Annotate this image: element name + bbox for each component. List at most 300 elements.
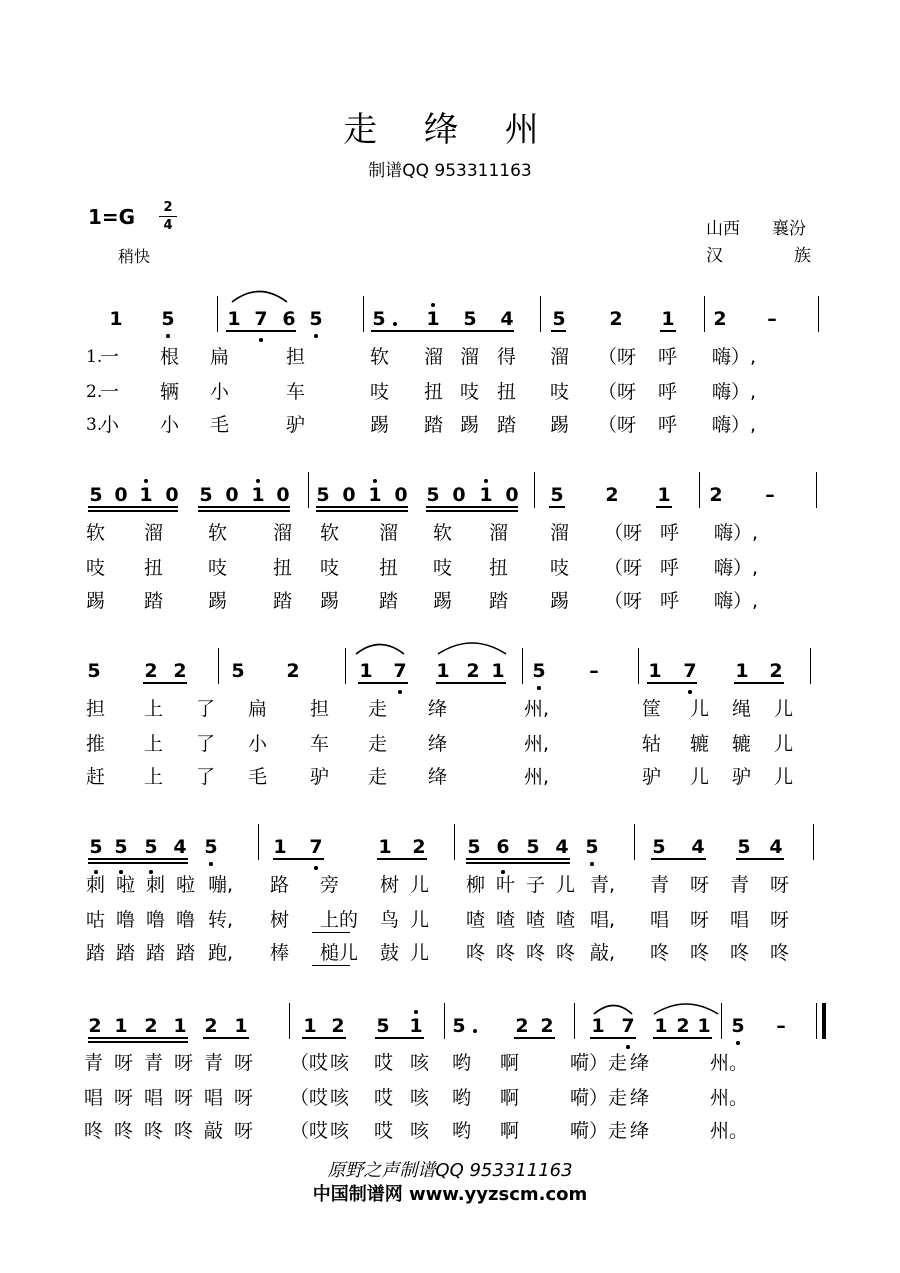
lyric-syllable: 嗨）, — [714, 522, 759, 544]
note: 5 — [552, 308, 566, 330]
note: 5 — [731, 1015, 745, 1037]
lyric-syllable: 溜 — [424, 346, 444, 368]
lyric-syllable: 走 — [368, 733, 388, 755]
note: 5 — [114, 836, 128, 858]
lyric-syllable: 唱, — [590, 909, 616, 931]
note: 1 — [227, 308, 241, 330]
slur — [356, 645, 404, 655]
lyric-syllable: 哟 — [452, 1120, 472, 1142]
lyric-syllable: 儿 — [690, 766, 710, 788]
time-signature-bottom: 4 — [163, 218, 173, 233]
note: 7 — [621, 1015, 635, 1037]
note: 1 — [491, 660, 505, 682]
lyric-syllable: 轱 — [642, 733, 662, 755]
note: 1 — [479, 484, 493, 506]
note-octave-dot-below — [314, 334, 318, 338]
lyric-syllable: 棒 — [270, 942, 290, 964]
rest-dash: – — [765, 484, 775, 506]
note: 1 — [109, 308, 123, 330]
lyric-syllable: 青 — [84, 1052, 104, 1074]
beam-underline — [143, 682, 187, 684]
lyric-syllable: 上 — [144, 733, 164, 755]
lyric-syllable: 嗬）走 — [570, 1120, 628, 1142]
lyric-syllable: 喳 — [466, 909, 486, 931]
origin-ethnic-b: 族 — [794, 246, 811, 266]
lyric-syllable: （呀 — [604, 590, 643, 612]
lyric-syllable: 踢 — [208, 590, 228, 612]
lyric-syllable: 筐 — [642, 698, 662, 720]
note-octave-dot-below — [149, 870, 153, 874]
note-octave-dot-below — [166, 334, 170, 338]
lyric-syllable: 毛 — [248, 766, 268, 788]
lyric-syllable: 踏 — [86, 942, 106, 964]
lyric-syllable: 踢 — [320, 590, 340, 612]
note: 1 — [303, 1015, 317, 1037]
beam-underline — [734, 682, 784, 684]
beam-underline — [273, 858, 324, 860]
lyric-syllable: 叶 — [496, 874, 516, 896]
note: 2 — [144, 1015, 158, 1037]
lyric-syllable: 绛 — [630, 1087, 650, 1109]
lyric-syllable: 柳 — [466, 874, 486, 896]
lyric-syllable: 噜 — [146, 909, 166, 931]
lyric-syllable: 小 — [160, 414, 180, 436]
note: 5 — [526, 836, 540, 858]
note: 5 — [144, 836, 158, 858]
lyric-syllable: 扭 — [424, 381, 444, 403]
note: 1 — [654, 1015, 668, 1037]
slur — [594, 1006, 632, 1015]
lyric-syllable: （哎 — [290, 1120, 329, 1142]
slur — [654, 1004, 718, 1014]
note-octave-dot-above — [414, 1010, 418, 1014]
lyric-syllable: 唱 — [204, 1087, 224, 1109]
beam-underline — [377, 858, 427, 860]
note: 1 — [436, 660, 450, 682]
origin-region-b: 襄汾 — [772, 219, 806, 239]
origin-ethnic-a: 汉 — [706, 246, 723, 266]
lyric-group-underline — [312, 965, 350, 966]
lyric-syllable: 咚 — [730, 942, 750, 964]
lyric-syllable: 呀 — [690, 909, 710, 931]
lyric-syllable: 溜 — [273, 522, 293, 544]
lyric-syllable: 绳 — [732, 698, 752, 720]
lyric-syllable: 踢 — [86, 590, 106, 612]
note-octave-dot-above — [431, 303, 435, 307]
lyric-syllable: 辘 — [690, 733, 710, 755]
lyric-syllable: 嗨）, — [712, 381, 757, 403]
note: 0 — [165, 484, 179, 506]
lyric-syllable: 驴 — [310, 766, 330, 788]
barline — [818, 296, 819, 332]
note: 0 — [505, 484, 519, 506]
lyric-group-underline — [312, 932, 350, 933]
lyric-syllable: 踏 — [497, 414, 517, 436]
note: 2 — [609, 308, 623, 330]
note-octave-dot-above — [144, 479, 148, 483]
lyric-syllable: 咚 — [466, 942, 486, 964]
lyric-syllable: 吱 — [550, 381, 570, 403]
lyric-syllable: 咚 — [650, 942, 670, 964]
lyric-syllable: 咚 — [556, 942, 576, 964]
note: 0 — [452, 484, 466, 506]
lyric-syllable: 嗬）走 — [570, 1087, 628, 1109]
note: 6 — [496, 836, 510, 858]
lyric-syllable: 踢 — [550, 590, 570, 612]
note: 2 — [412, 836, 426, 858]
note-octave-dot-below — [590, 862, 594, 866]
beam-underline — [302, 1037, 346, 1039]
lyric-syllable: 呀 — [234, 1052, 254, 1074]
lyric-syllable: 踏 — [273, 590, 293, 612]
lyric-syllable: 了 — [196, 733, 216, 755]
beam-underline — [88, 1041, 188, 1043]
lyric-syllable: 树 — [270, 909, 290, 931]
note: 2 — [286, 660, 300, 682]
lyric-syllable: 儿 — [774, 733, 794, 755]
barline — [638, 648, 639, 684]
lyric-syllable: 吱 — [433, 557, 453, 579]
note: 5 — [231, 660, 245, 682]
note: 1 — [657, 484, 671, 506]
lyric-syllable: 赶 — [86, 766, 106, 788]
lyric-syllable: 儿 — [556, 874, 576, 896]
lyric-syllable: 小 — [210, 381, 230, 403]
barline — [634, 824, 635, 860]
note: 5 — [199, 484, 213, 506]
note-octave-dot-below — [688, 690, 692, 694]
note: 4 — [500, 308, 514, 330]
lyric-syllable: 喳 — [496, 909, 516, 931]
augmentation-dot — [472, 1029, 478, 1033]
note: 1 — [359, 660, 373, 682]
lyric-syllable: 一 — [100, 381, 120, 403]
note: 1 — [114, 1015, 128, 1037]
note: 1 — [234, 1015, 248, 1037]
footer-credit: 原野之声制谱QQ 953311163 — [327, 1160, 573, 1181]
lyric-syllable: 呀 — [174, 1087, 194, 1109]
note: 5 — [426, 484, 440, 506]
verse-number: 3. — [86, 415, 103, 435]
beam-underline — [198, 510, 290, 512]
lyric-syllable: 咳 — [330, 1087, 350, 1109]
note: 0 — [225, 484, 239, 506]
note: 2 — [769, 660, 783, 682]
lyric-syllable: 呼 — [660, 557, 680, 579]
note-octave-dot-below — [209, 862, 213, 866]
lyric-syllable: 嗨）, — [714, 590, 759, 612]
verse-number: 2. — [86, 382, 103, 402]
beam-underline — [651, 858, 706, 860]
note: 1 — [426, 308, 440, 330]
lyric-syllable: 州, — [524, 766, 550, 788]
lyric-syllable: 青, — [590, 874, 616, 896]
lyric-syllable: 担 — [86, 698, 106, 720]
lyric-syllable: 嗨）, — [714, 557, 759, 579]
slur — [232, 292, 287, 303]
lyric-syllable: 呀 — [234, 1120, 254, 1142]
lyric-syllable: 儿 — [410, 874, 430, 896]
note: 2 — [709, 484, 723, 506]
lyric-syllable: 咚 — [526, 942, 546, 964]
lyric-syllable: 呀 — [114, 1052, 134, 1074]
song-title: 走 绛 州 — [343, 110, 557, 150]
note: 2 — [676, 1015, 690, 1037]
lyric-syllable: 驴 — [642, 766, 662, 788]
lyric-syllable: 根 — [160, 346, 180, 368]
note: 2 — [466, 660, 480, 682]
note: 2 — [88, 1015, 102, 1037]
lyric-syllable: 噜 — [116, 909, 136, 931]
lyric-syllable: （呀 — [598, 414, 637, 436]
lyric-syllable: 咳 — [410, 1087, 430, 1109]
lyric-syllable: 鼓 — [380, 942, 400, 964]
lyric-syllable: 唱 — [144, 1087, 164, 1109]
lyric-syllable: （哎 — [290, 1087, 329, 1109]
beam-underline — [88, 506, 178, 508]
note: 5 — [87, 660, 101, 682]
lyric-syllable: 扭 — [489, 557, 509, 579]
note: 1 — [251, 484, 265, 506]
lyric-syllable: 州。 — [710, 1087, 749, 1109]
lyric-syllable: 转, — [208, 909, 234, 931]
lyric-syllable: 绛 — [428, 766, 448, 788]
lyric-syllable: 啊 — [500, 1120, 520, 1142]
note: 5 — [316, 484, 330, 506]
note-octave-dot-below — [94, 870, 98, 874]
barline — [810, 648, 811, 684]
lyric-syllable: 毛 — [210, 414, 230, 436]
lyric-syllable: 呀 — [770, 874, 790, 896]
lyric-syllable: 扭 — [497, 381, 517, 403]
rest-dash: – — [776, 1015, 786, 1037]
beam-underline — [426, 510, 518, 512]
lyric-syllable: 咳 — [330, 1052, 350, 1074]
lyric-syllable: 噜 — [176, 909, 196, 931]
barline — [454, 824, 455, 860]
lyric-syllable: 车 — [286, 381, 306, 403]
augmentation-dot — [392, 322, 398, 326]
lyric-syllable: 啦 — [116, 874, 136, 896]
lyric-syllable: （哎 — [290, 1052, 329, 1074]
lyric-syllable: 嗨）, — [712, 414, 757, 436]
lyric-syllable: 咕 — [86, 909, 106, 931]
note: 5 — [585, 836, 599, 858]
lyric-syllable: 青 — [144, 1052, 164, 1074]
lyric-syllable: 刺 — [146, 874, 166, 896]
note: 4 — [769, 836, 783, 858]
lyric-syllable: 扭 — [379, 557, 399, 579]
lyric-syllable: 软 — [370, 346, 390, 368]
note: 1 — [378, 836, 392, 858]
lyric-syllable: 哎 — [374, 1052, 394, 1074]
beam-underline — [660, 330, 676, 332]
lyric-syllable: 驴 — [732, 766, 752, 788]
lyric-syllable: 儿 — [774, 698, 794, 720]
note-octave-dot-below — [736, 1041, 740, 1045]
beam-underline — [88, 1037, 188, 1039]
beam-underline — [514, 1037, 555, 1039]
lyric-syllable: 刺 — [86, 874, 106, 896]
lyric-syllable: 踏 — [379, 590, 399, 612]
note: 7 — [683, 660, 697, 682]
note: 2 — [540, 1015, 554, 1037]
lyric-syllable: 软 — [320, 522, 340, 544]
lyric-syllable: 踏 — [489, 590, 509, 612]
beam-underline — [88, 510, 178, 512]
barline — [699, 472, 700, 508]
lyric-syllable: 咚 — [770, 942, 790, 964]
note: 5 — [463, 308, 477, 330]
lyric-syllable: 咚 — [84, 1120, 104, 1142]
barline — [522, 648, 523, 684]
note: 5 — [309, 308, 323, 330]
time-signature — [159, 200, 177, 233]
final-barline — [822, 1003, 826, 1039]
footer-website: 中国制谱网 www.yyzscm.com — [312, 1184, 588, 1205]
note: 5 — [467, 836, 481, 858]
lyric-syllable: 呀 — [234, 1087, 254, 1109]
beam-underline — [88, 862, 188, 864]
note: 5 — [550, 484, 564, 506]
lyric-syllable: 溜 — [379, 522, 399, 544]
beam-underline — [203, 1037, 249, 1039]
lyric-syllable: 儿 — [410, 909, 430, 931]
lyric-syllable: 咚 — [114, 1120, 134, 1142]
lyric-syllable: 子 — [526, 874, 546, 896]
lyric-syllable: 喳 — [556, 909, 576, 931]
beam-underline — [549, 506, 565, 508]
note: 1 — [173, 1015, 187, 1037]
lyric-syllable: 上 — [144, 698, 164, 720]
credit-line: 制谱QQ 953311163 — [368, 161, 532, 181]
lyric-syllable: 踏 — [144, 590, 164, 612]
note: 2 — [713, 308, 727, 330]
lyric-syllable: 咳 — [410, 1120, 430, 1142]
lyric-syllable: 软 — [433, 522, 453, 544]
key-signature: 1=G — [88, 205, 136, 229]
lyric-syllable: 喳 — [526, 909, 546, 931]
lyric-syllable: 走 — [368, 766, 388, 788]
origin-region-a: 山西 — [706, 219, 740, 239]
lyric-syllable: 绛 — [428, 733, 448, 755]
lyric-syllable: 踢 — [433, 590, 453, 612]
lyric-syllable: 啦 — [176, 874, 196, 896]
note: 2 — [204, 1015, 218, 1037]
note: 1 — [409, 1015, 423, 1037]
beam-underline — [647, 682, 697, 684]
beam-underline — [551, 330, 566, 332]
lyric-syllable: 咚 — [496, 942, 516, 964]
lyric-syllable: 青 — [204, 1052, 224, 1074]
time-signature-top: 2 — [163, 200, 173, 215]
beam-underline — [375, 1037, 424, 1039]
lyric-syllable: 青 — [650, 874, 670, 896]
lyric-syllable: 呀 — [114, 1087, 134, 1109]
lyric-syllable: 踢 — [460, 414, 480, 436]
note: 1 — [368, 484, 382, 506]
lyric-syllable: 绛 — [630, 1120, 650, 1142]
lyric-syllable: 驴 — [286, 414, 306, 436]
slur — [438, 643, 506, 654]
lyric-syllable: 溜 — [489, 522, 509, 544]
barline — [289, 1003, 290, 1039]
note-octave-dot-above — [256, 479, 260, 483]
rest-dash: – — [589, 660, 599, 682]
barline — [217, 296, 218, 332]
lyric-syllable: 一 — [100, 346, 120, 368]
lyric-syllable: 吱 — [86, 557, 106, 579]
lyric-syllable: 树 — [380, 874, 400, 896]
note: 2 — [515, 1015, 529, 1037]
lyric-syllable: 哟 — [452, 1052, 472, 1074]
note-octave-dot-below — [626, 1045, 630, 1049]
barline — [816, 472, 817, 508]
note: 2 — [605, 484, 619, 506]
note: 5 — [89, 484, 103, 506]
lyric-syllable: 推 — [86, 733, 106, 755]
lyric-syllable: 咳 — [330, 1120, 350, 1142]
lyric-syllable: 鸟 — [380, 909, 400, 931]
barline — [721, 1003, 722, 1039]
lyric-syllable: 嗨）, — [712, 346, 757, 368]
beam-underline — [736, 858, 784, 860]
beam-underline — [426, 506, 518, 508]
note: 4 — [691, 836, 705, 858]
lyric-syllable: 溜 — [460, 346, 480, 368]
barline — [574, 1003, 575, 1039]
lyric-syllable: 哎 — [374, 1087, 394, 1109]
barline — [534, 472, 535, 508]
note: 4 — [555, 836, 569, 858]
lyric-syllable: 踏 — [176, 942, 196, 964]
note-octave-dot-below — [119, 870, 123, 874]
lyric-syllable: 呀 — [174, 1052, 194, 1074]
lyric-syllable: 州。 — [710, 1052, 749, 1074]
lyric-syllable: 踏 — [424, 414, 444, 436]
note: 4 — [173, 836, 187, 858]
lyric-syllable: 敲 — [204, 1120, 224, 1142]
lyric-syllable: 吱 — [370, 381, 390, 403]
lyric-syllable: 哎 — [374, 1120, 394, 1142]
barline — [813, 824, 814, 860]
note: 6 — [282, 308, 296, 330]
note-octave-dot-above — [484, 479, 488, 483]
lyric-syllable: 州。 — [710, 1120, 749, 1142]
note: 5 — [452, 1015, 466, 1037]
note: 1 — [661, 308, 675, 330]
note: 7 — [393, 660, 407, 682]
lyric-syllable: 咳 — [410, 1052, 430, 1074]
lyric-syllable: 旁 — [320, 874, 340, 896]
lyric-syllable: 扁 — [210, 346, 230, 368]
beam-underline — [226, 330, 296, 332]
lyric-syllable: 软 — [86, 522, 106, 544]
lyric-syllable: 小 — [100, 414, 120, 436]
lyric-syllable: 了 — [196, 766, 216, 788]
note-octave-dot-below — [398, 690, 402, 694]
note: 5 — [376, 1015, 390, 1037]
lyric-syllable: 嗬）走 — [570, 1052, 628, 1074]
lyric-syllable: 绛 — [630, 1052, 650, 1074]
lyric-syllable: 车 — [310, 733, 330, 755]
barline — [218, 648, 219, 684]
lyric-syllable: 呼 — [660, 522, 680, 544]
lyric-syllable: 青 — [730, 874, 750, 896]
lyric-syllable: （呀 — [598, 381, 637, 403]
lyric-syllable: 吱 — [550, 557, 570, 579]
lyric-syllable: 吱 — [320, 557, 340, 579]
